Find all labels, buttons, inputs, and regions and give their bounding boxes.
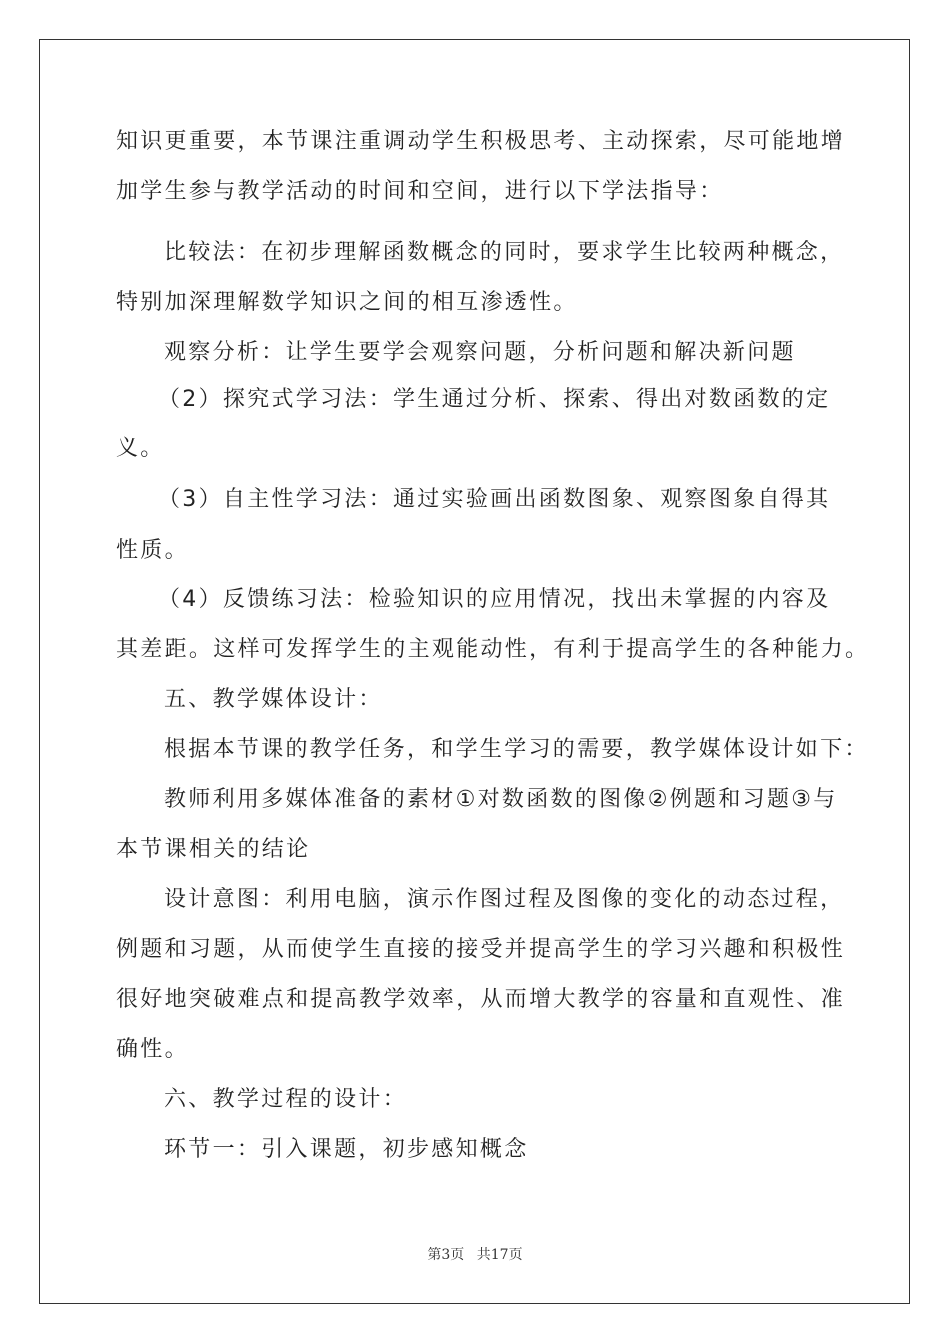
- page-footer: [0, 1244, 950, 1264]
- paragraph-line: 教师利用多媒体准备的素材①对数函数的图像②例题和习题③与: [164, 787, 838, 812]
- paragraph-line: （3）自主性学习法：通过实验画出函数图象、观察图象自得其: [158, 487, 831, 512]
- paragraph-line: （2）探究式学习法：学生通过分析、探索、得出对数函数的定: [158, 387, 831, 412]
- paragraph-line: 例题和习题，从而使学生直接的接受并提高学生的学习兴趣和积极性: [116, 937, 846, 962]
- paragraph-line: （4）反馈练习法：检验知识的应用情况，找出未掌握的内容及: [158, 587, 831, 612]
- paragraph-line: 特别加深理解数学知识之间的相互渗透性。: [116, 290, 578, 315]
- page-total: 共17页: [476, 1247, 523, 1263]
- paragraph-line: 环节一：引入课题，初步感知概念: [164, 1137, 529, 1162]
- paragraph-line: 其差距。这样可发挥学生的主观能动性，有利于提高学生的各种能力。: [116, 637, 870, 662]
- paragraph-line: 本节课相关的结论: [116, 837, 311, 862]
- section-heading: 五、教学媒体设计：: [164, 687, 383, 712]
- paragraph-line: 加学生参与教学活动的时间和空间，进行以下学法指导：: [116, 179, 724, 204]
- paragraph-line: 很好地突破难点和提高教学效率，从而增大教学的容量和直观性、准: [116, 987, 846, 1012]
- paragraph-line: 比较法：在初步理解函数概念的同时，要求学生比较两种概念，: [164, 240, 845, 265]
- paragraph-line: 确性。: [116, 1037, 189, 1062]
- paragraph-line: 根据本节课的教学任务，和学生学习的需要，教学媒体设计如下：: [164, 737, 869, 762]
- paragraph-line: 设计意图：利用电脑，演示作图过程及图像的变化的动态过程，: [164, 887, 845, 912]
- paragraph-line: 义。: [116, 436, 165, 461]
- paragraph-line: 知识更重要，本节课注重调动学生积极思考、主动探索，尽可能地增: [116, 129, 846, 154]
- paragraph-line: 观察分析：让学生要学会观察问题，分析问题和解决新问题: [164, 340, 796, 365]
- page-number: 第3页: [427, 1247, 465, 1263]
- paragraph-line: 性质。: [116, 538, 189, 563]
- section-heading: 六、教学过程的设计：: [164, 1087, 408, 1112]
